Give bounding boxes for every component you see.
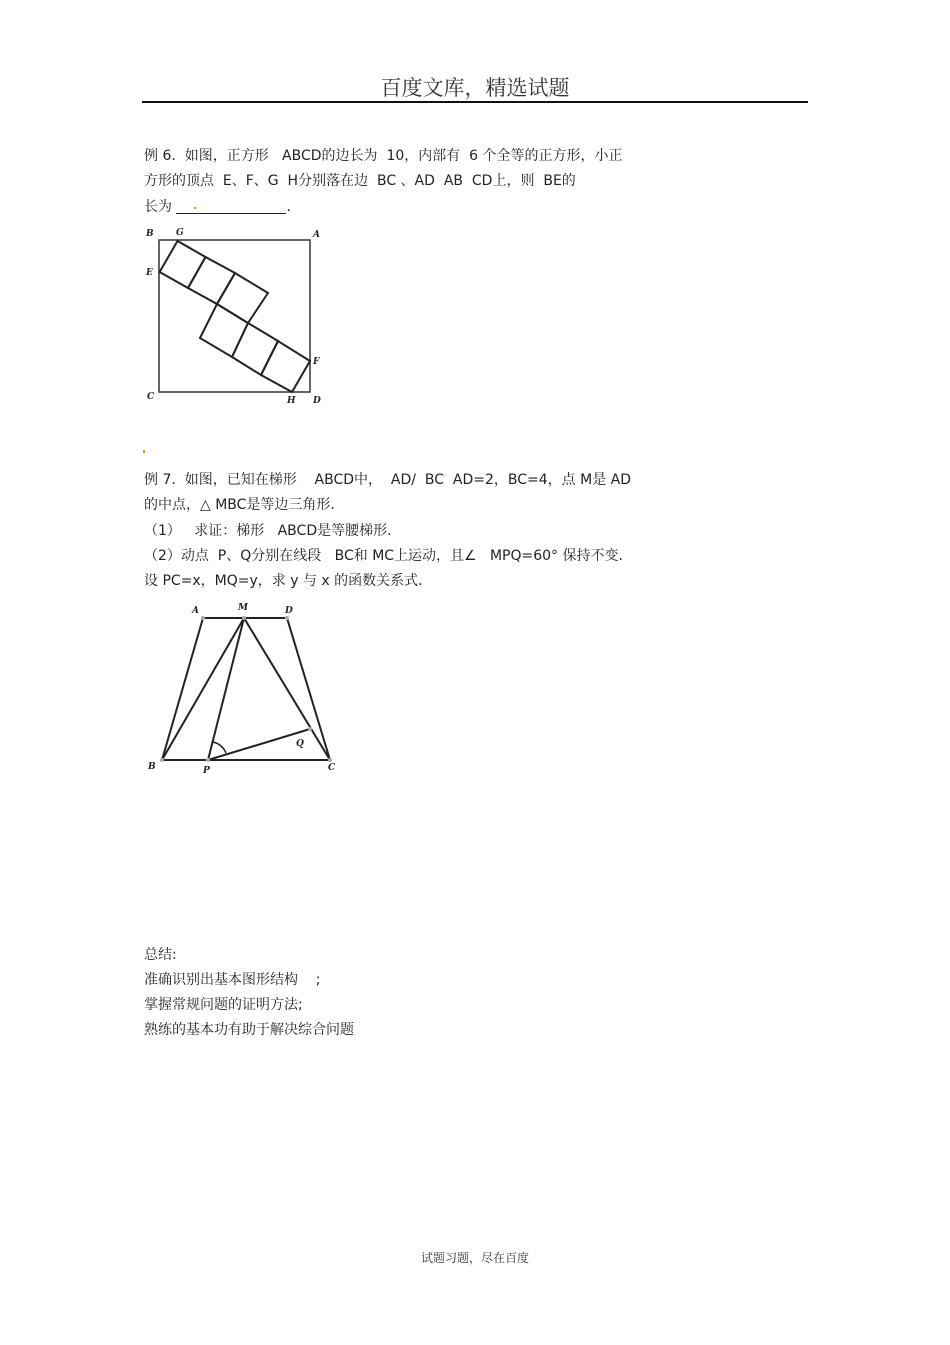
segment-DC — [287, 618, 330, 760]
answer-blank — [176, 199, 286, 214]
label-H: H — [287, 396, 296, 406]
summary-item-2: 掌握常规问题的证明方法; — [144, 997, 303, 1013]
label-A: A — [192, 606, 199, 616]
segment-PQ — [208, 729, 310, 760]
small-square-6 — [261, 341, 310, 392]
example6-line3-suffix: . — [286, 199, 291, 215]
small-square-4 — [200, 304, 248, 357]
label-Q: Q — [296, 739, 304, 749]
page-header-title: 百度文库，精选试题 — [380, 76, 570, 100]
example7-text-line5: 设 PC=x，MQ=y，求 y 与 x 的函数关系式. — [144, 573, 423, 589]
stray-mark — [143, 450, 145, 453]
example7-figure — [140, 598, 350, 780]
segment-MP — [208, 618, 244, 760]
label-M: M — [238, 603, 248, 613]
label-B: B — [148, 762, 156, 772]
header-divider — [142, 101, 808, 103]
trapezoid-lines — [162, 618, 330, 760]
vertex-points — [160, 616, 332, 762]
label-E: E — [146, 268, 153, 278]
example6-line3-prefix: 长为 — [144, 199, 177, 215]
label-C: C — [328, 763, 336, 773]
example6-text-line3 — [144, 196, 291, 216]
segment-AB — [162, 618, 203, 760]
label-C: C — [147, 392, 155, 402]
label-A: A — [313, 230, 320, 240]
summary-title: 总结: — [144, 947, 177, 963]
page-footer: 试题习题，尽在百度 — [420, 1251, 529, 1265]
example7-text-line4: （2）动点 P、Q分别在线段 BC和 MC上运动，且∠ MPQ=60° 保持不变. — [144, 548, 623, 564]
label-G: G — [176, 228, 184, 238]
outer-square — [159, 240, 310, 392]
small-square-1 — [160, 241, 206, 288]
example7-text-line2: 的中点，△ MBC是等边三角形. — [144, 497, 335, 513]
small-square-5 — [232, 323, 278, 375]
segment-MB — [162, 618, 244, 760]
label-F: F — [313, 357, 320, 367]
example7-text-line3: （1） 求证：梯形 ABCD是等腰梯形. — [144, 523, 392, 539]
summary-item-3: 熟练的基本功有助于解决综合问题 — [144, 1022, 354, 1038]
label-D: D — [285, 606, 293, 616]
example6-text-line1: 例 6. 如图，正方形 ABCD的边长为 10，内部有 6 个全等的正方形，小正 — [144, 148, 623, 164]
example7-text-line1: 例 7. 如图，已知在梯形 ABCD中， AD/ BC AD=2，BC=4，点 M是 AD — [144, 472, 632, 488]
small-square-3 — [217, 273, 268, 323]
label-P: P — [203, 766, 210, 776]
label-B: B — [146, 229, 154, 239]
angle-MPQ-arc — [213, 742, 226, 753]
example6-figure — [140, 222, 340, 408]
label-D: D — [313, 396, 321, 406]
small-square-2 — [188, 257, 235, 304]
inner-squares — [160, 241, 310, 392]
summary-item-1: 准确识别出基本图形结构 ; — [144, 972, 321, 988]
example6-text-line2: 方形的顶点 E、F、G H分别落在边 BC 、AD AB CD上，则 BE的 — [144, 173, 576, 189]
segment-MC — [244, 618, 330, 760]
